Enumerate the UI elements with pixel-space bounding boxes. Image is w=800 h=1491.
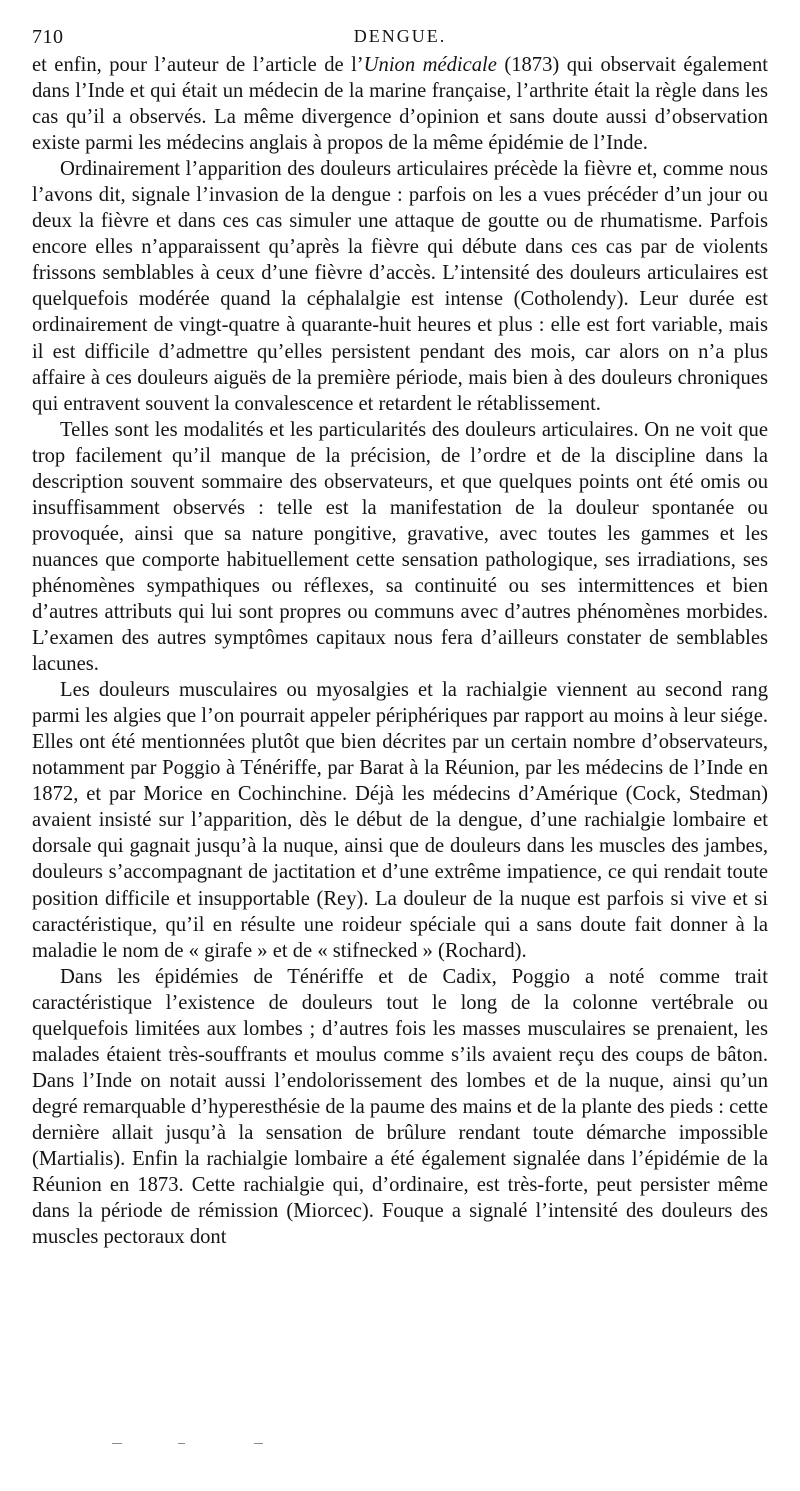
bottom-scan-marks [0, 1443, 800, 1453]
running-header [32, 20, 768, 52]
page-number: 710 [32, 26, 64, 48]
body-text [32, 52, 768, 1250]
scan-mark [178, 1443, 185, 1444]
paragraph-epidemics: Dans les épidémies de Ténériffe et de Cadix, Poggio a noté comme trait caractéristique l’existence de douleurs tout le long de la colonne vertébrale ou quelquefois limitées aux lombes ; d’autres fois les masses musculaires se prenaient, les malades étaient très-souffrants et moulus comme s’ils avaient reçu des coups de bâton. Dans l’Inde on notait aussi l’endolorissement des lombes et de la nuque, ainsi qu’un degré remarquable d’hyperesthésie de la paume des mains et de la plante des pieds : cette dernière allait jusqu’à la sensation de brûlure rendant toute démarche impossible (Martialis). Enfin la rachialgie lombaire a été également signalée dans l’épidémie de la Réunion en 1873. Cette rachialgie qui, d’ordinaire, est très-forte, peut persister même dans la période de rémission (Miorcec). Fouque a signalé l’intensité des douleurs des muscles pectoraux dont [32, 965, 768, 1249]
scan-mark [254, 1443, 263, 1444]
scan-mark [112, 1443, 122, 1444]
paragraph-text: (1873) qui observait également dans l’Inde et qui était un médecin de la marine française, l’arthrite était la règle dans les cas qu’il a observés. La même divergence d’opinion et sans doute aussi d’observation existe parmi les médecins anglais à propos de la même épidémie de l’Inde. [32, 54, 769, 155]
journal-title: Union médicale [363, 54, 497, 76]
paragraph-continuation [32, 52, 768, 156]
book-page [32, 20, 768, 1250]
paragraph-joint-pain-onset: Ordinairement l’apparition des douleurs articulaires précède la fièvre et, comme nous l’avons dit, signale l’invasion de la dengue : parfois on les a vues précéder d’un jour ou deux la fièvre et dans ces cas simuler une attaque de goutte ou de rhumatisme. Parfois encore elles n’apparaissent qu’après la fièvre qui débute dans ces cas par de violents frissons semblables à ceux d’une fièvre d’accès. L’intensité des douleurs articulaires est quelquefois modérée quand la céphalalgie est intense (Cotholendy). Leur durée est ordinairement de vingt-quatre à quarante-huit heures et plus : elle est fort variable, mais il est difficile d’admettre qu’elles persistent pendant des mois, car alors on n’a plus affaire à ces douleurs aiguës de la première période, mais bien à des douleurs chroniques qui entravent souvent la convalescence et retardent le rétablissement. [32, 158, 768, 415]
paragraph-muscle-pain: Les douleurs musculaires ou myosalgies et la rachialgie viennent au second rang parmi les algies que l’on pourrait appeler périphériques par rapport au moins à leur siége. Elles ont été mentionnées plutôt que bien décrites par un certain nombre d’observateurs, notamment par Poggio à Ténériffe, par Barat à la Réunion, par les médecins de l’Inde en 1872, et par Morice en Cochinchine. Déjà les médecins d’Amérique (Cock, Stedman) avaient insisté sur l’apparition, dès le début de la dengue, d’une rachialgie lombaire et dorsale qui gagnait jusqu’à la nuque, ainsi que de douleurs dans les muscles des jambes, douleurs s’accompagnant de jactitation et d’une extrême impatience, ce qui rendait toute position difficile et insupportable (Rey). La douleur de la nuque est parfois si vive et si caractéristique, qu’il en résulte une roideur spéciale qui a sans doute fait donner à la maladie le nom de « girafe » et de « stifnecked » (Rochard). [32, 679, 768, 962]
paragraph-text: et enfin, pour l’auteur de l’article de l’ [32, 54, 364, 76]
running-title: DENGUE. [353, 26, 447, 46]
paragraph-joint-pain-modalities: Telles sont les modalités et les particularités des douleurs articulaires. On ne voit que trop facilement qu’il manque de la précision, de l’ordre et de la discipline dans la description souvent sommaire des observateurs, et que quelques points ont été omis ou insuffisamment observés : telle est la manifestation de la douleur spontanée ou provoquée, ainsi que sa nature pongitive, gravative, avec toutes les gammes et les nuances que comporte habituellement cette sensation pathologique, ses irradiations, ses phénomènes sympathiques ou réflexes, sa continuité ou ses intermittences et bien d’autres attributs qui lui sont propres ou communs avec d’autres phénomènes morbides. L’examen des autres symptômes capitaux nous fera d’ailleurs constater de semblables lacunes. [32, 418, 768, 676]
